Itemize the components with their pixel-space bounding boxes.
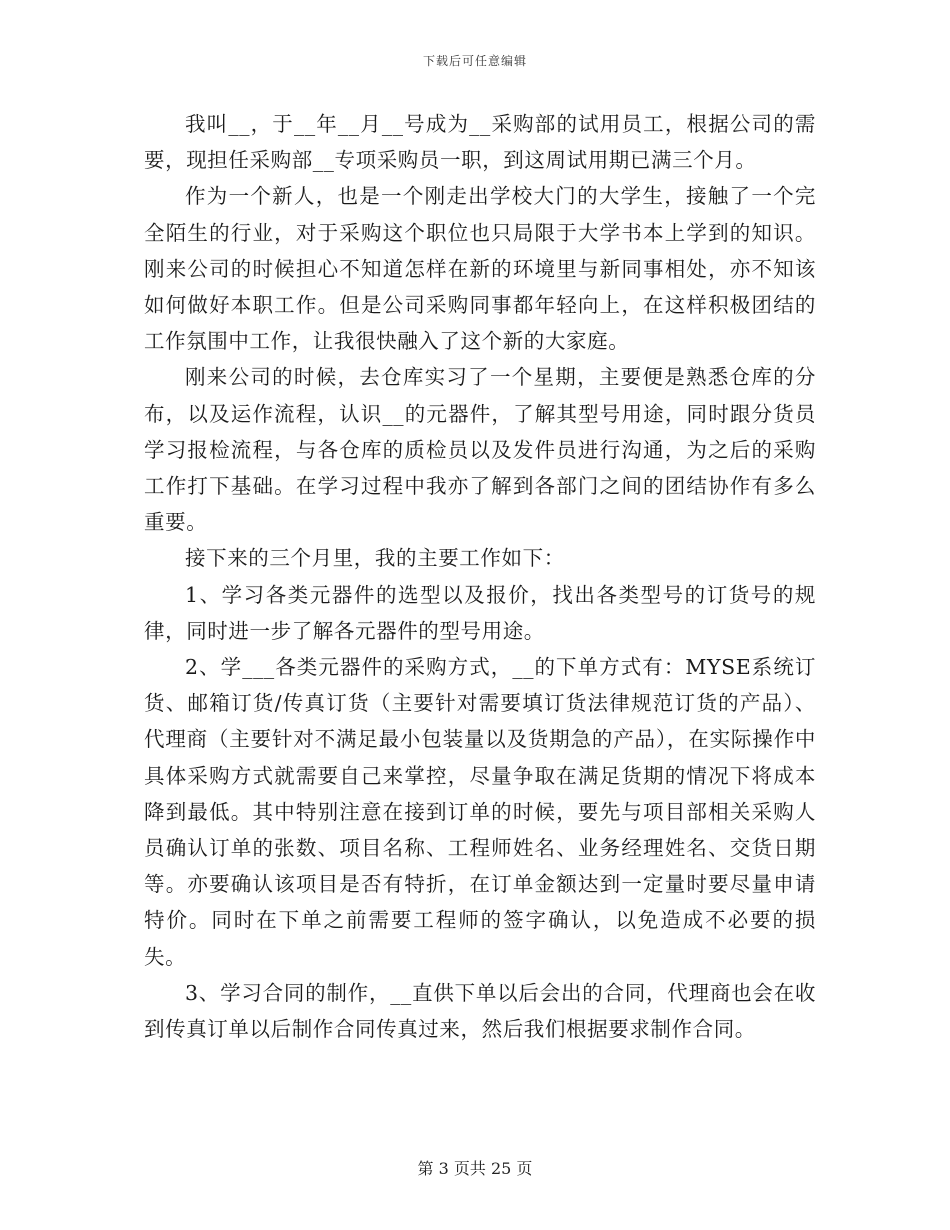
paragraph-item-3: 3、学习合同的制作，__直供下单以后会出的合同，代理商也会在收到传真订单以后制作合同传真过来，然后我们根据要求制作合同。 — [144, 980, 816, 1042]
document-body — [144, 106, 816, 1047]
paragraph-warehouse: 刚来公司的时候，去仓库实习了一个星期，主要便是熟悉仓库的分布，以及运作流程，认识__的元器件，了解其型号用途，同时跟分货员学习报检流程，与各仓库的质检员以及发件员进行沟通，为之后的采购工作打下基础。在学习过程中我亦了解到各部门之间的团结协作有多么重要。 — [144, 365, 816, 535]
paragraph-item-2: 2、学___各类元器件的采购方式，__的下单方式有：MYSE系统订货、邮箱订货/传真订货（主要针对需要填订货法律规范订货的产品）、代理商（主要针对不满足最小包装量以及货期急的产品），在实际操作中具体采购方式就需要自己来掌控，尽量争取在满足货期的情况下将成本降到最低。其中特别注意在接到订单的时候，要先与项目部相关采购人员确认订单的张数、项目名称、工程师姓名、业务经理姓名、交货日期等。亦要确认该项目是否有特折，在订单金额达到一定量时要尽量申请特价。同时在下单之前需要工程师的签字确认，以免造成不必要的损失。 — [144, 655, 816, 969]
page-footer: 第 3 页共 25 页 — [417, 1159, 533, 1178]
page-header: 下载后可任意编辑 — [422, 54, 527, 68]
paragraph-intro: 我叫__，于__年__月__号成为__采购部的试用员工，根据公司的需要，现担任采购部__专项采购员一职，到这周试用期已满三个月。 — [144, 112, 816, 173]
paragraph-item-1: 1、学习各类元器件的选型以及报价，找出各类型号的订货号的规律，同时进一步了解各元器件的型号用途。 — [144, 582, 816, 643]
paragraph-newcomer: 作为一个新人，也是一个刚走出学校大门的大学生，接触了一个完全陌生的行业，对于采购这个职位也只局限于大学书本上学到的知识。刚来公司的时候担心不知道怎样在新的环境里与新同事相处，亦不知该如何做好本职工作。但是公司采购同事都年轻向上，在这样积极团结的工作氛围中工作，让我很快融入了这个新的大家庭。 — [144, 184, 816, 354]
paragraph-work-intro: 接下来的三个月里，我的主要工作如下： — [185, 546, 565, 571]
